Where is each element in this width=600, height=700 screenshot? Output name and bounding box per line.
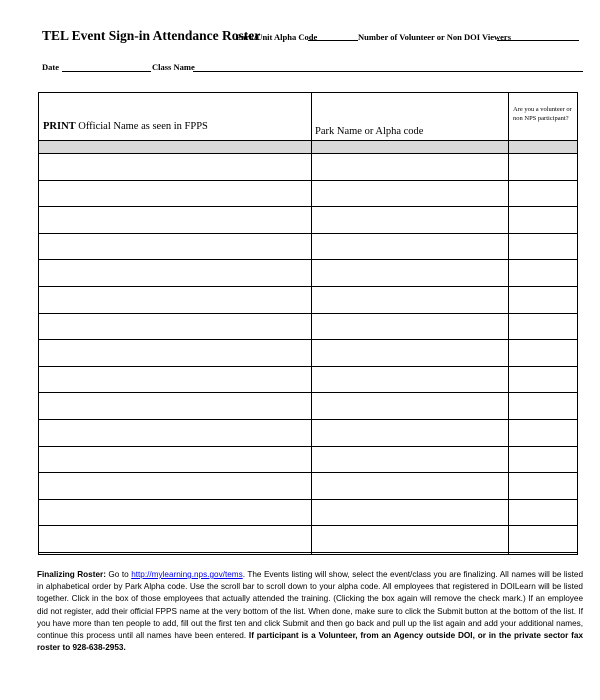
- table-row: [39, 472, 577, 473]
- table-row: [39, 446, 577, 447]
- table-row: [39, 140, 577, 141]
- footer-pre-link: Go to: [105, 570, 132, 579]
- column-header-park: Park Name or Alpha code: [315, 126, 424, 137]
- footer-closing: If participant is a Volunteer, from an Agency outside DOI, or in the private sector fax roster to 928-638-2953.: [37, 631, 584, 653]
- park-code-field[interactable]: [308, 40, 358, 41]
- viewers-label: Number of Volunteer or Non DOI Viewers: [358, 32, 511, 42]
- form-title: TEL Event Sign-in Attendance Roster: [42, 28, 261, 43]
- column-header-name-emphasis: PRINT: [43, 121, 76, 132]
- table-row: [39, 552, 577, 553]
- class-name-field[interactable]: [193, 71, 583, 72]
- column-header-name-text: Official Name as seen in FPPS: [75, 121, 208, 132]
- column-divider: [311, 93, 312, 554]
- date-field[interactable]: [62, 71, 151, 72]
- table-row: [39, 366, 577, 367]
- footer-link[interactable]: http://mylearning.nps.gov/tems: [131, 570, 243, 579]
- footer-body: . The Events listing will show, select the event/class you are finalizing. All names will be listed in alphabetical order by Park Alpha code. Use the scroll bar to scroll down to your alpha code. All employees that registered in DOILearn will be listed together. Click in the box of those employees that actually attended the training. (Clicking the box again will remove the check mark.) If an employee did not register, add their official FPPS name at the very bottom of the list. When done, make sure to click the Submit button at the bottom of the list. If you have more than ten people to add, fill out the first ten and click Submit and then go back and pull up the list again and add your additional names, continue this process until all names have been entered.: [37, 570, 584, 641]
- header-shade-row: [39, 140, 577, 153]
- table-row: [39, 339, 577, 340]
- footer-instructions: [37, 569, 583, 654]
- table-row: [39, 286, 577, 287]
- park-code-label: Park/Unit Alpha Code: [236, 32, 318, 42]
- date-label: Date: [42, 62, 59, 72]
- table-row: [39, 313, 577, 314]
- table-row: [39, 206, 577, 207]
- table-row: [39, 233, 577, 234]
- table-row: [39, 419, 577, 420]
- table-row: [39, 153, 577, 154]
- table-row: [39, 392, 577, 393]
- attendance-table: [38, 92, 578, 555]
- table-row: [39, 499, 577, 500]
- footer-lead: Finalizing Roster:: [37, 570, 106, 579]
- table-row: [39, 525, 577, 526]
- column-divider: [508, 93, 509, 554]
- viewers-count-field[interactable]: [497, 40, 579, 41]
- table-row: [39, 259, 577, 260]
- column-header-volunteer: Are you a volunteer or non NPS participant?: [513, 106, 572, 122]
- table-row: [39, 180, 577, 181]
- column-header-name: [43, 121, 208, 132]
- class-name-label: Class Name: [152, 62, 195, 72]
